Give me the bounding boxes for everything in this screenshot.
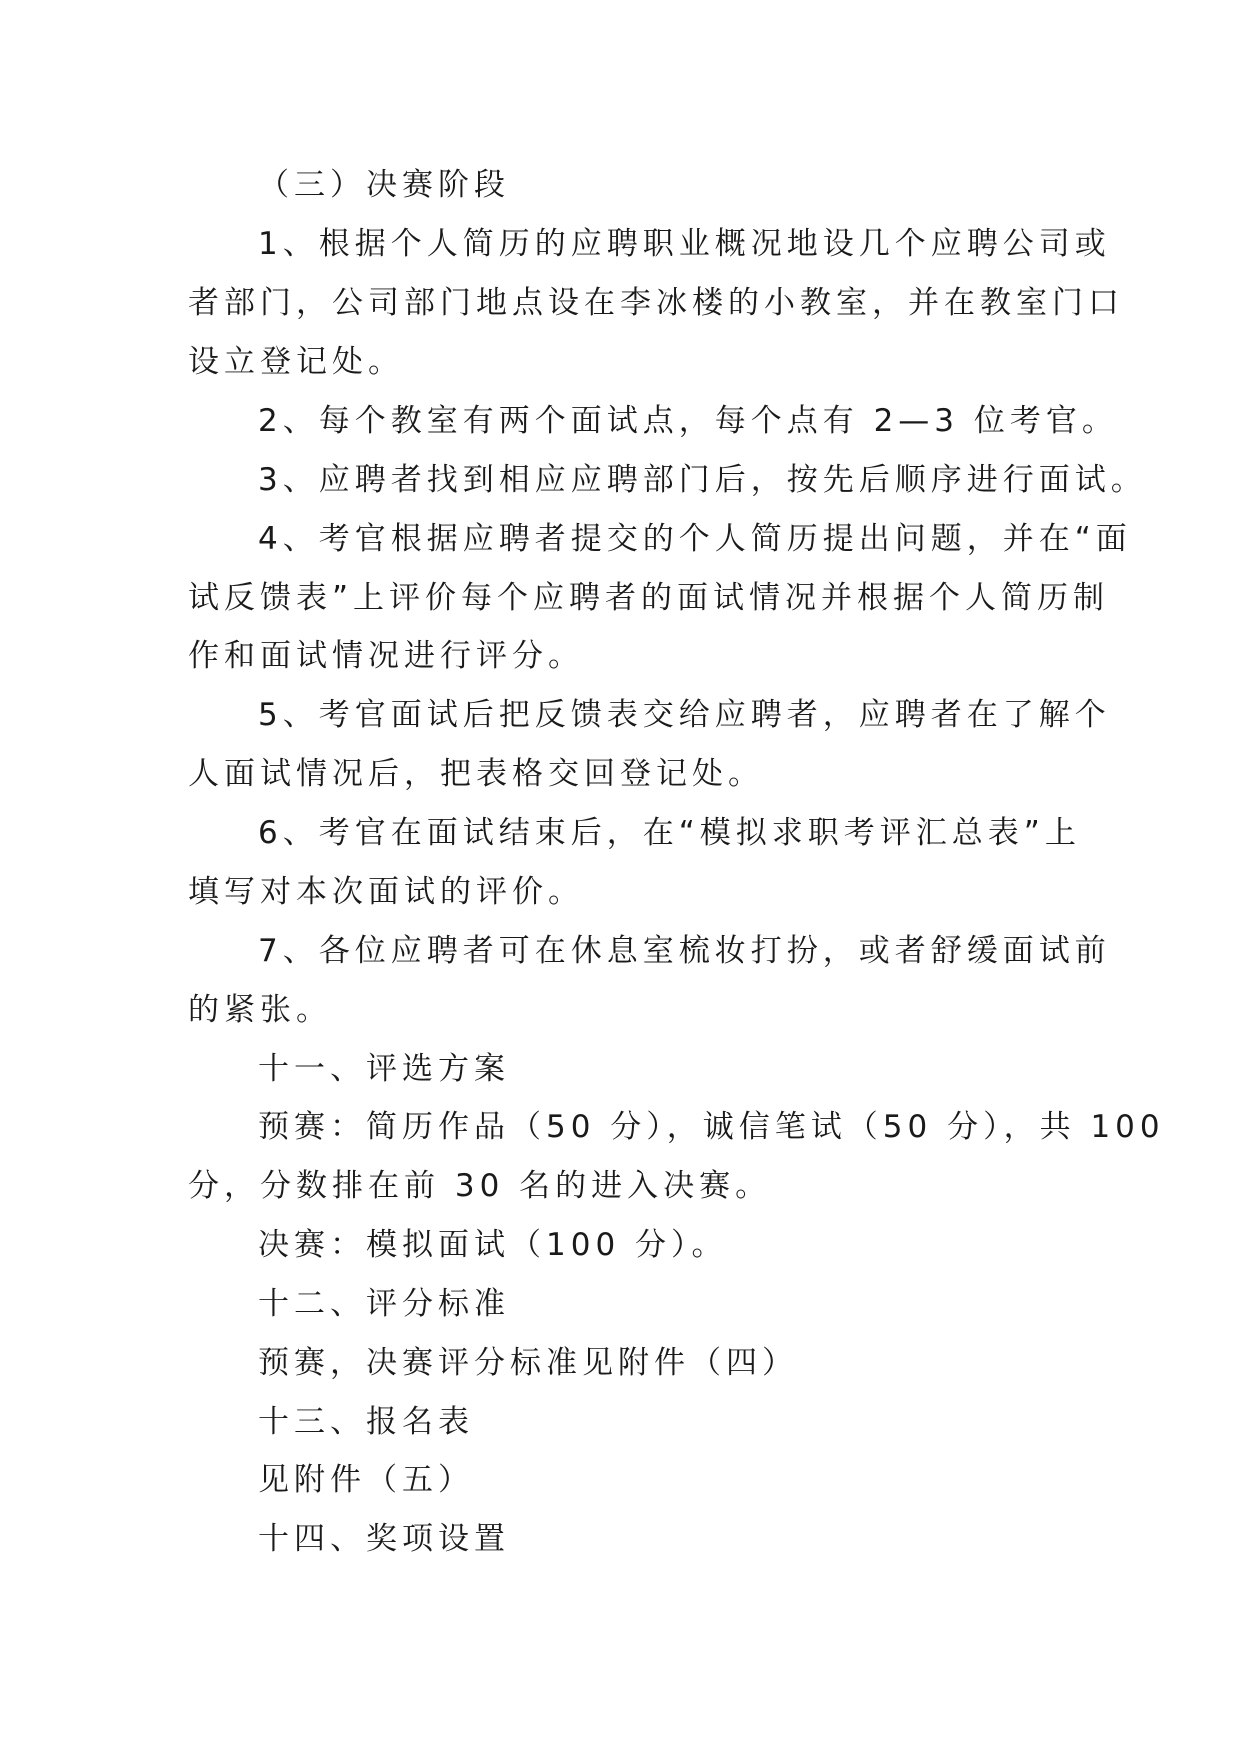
- section-heading-scoring-criteria: 十二、评分标准: [258, 1286, 510, 1322]
- paragraph-line: 6、考官在面试结束后，在“模拟求职考评汇总表”上: [258, 815, 1081, 851]
- section-heading-registration-form: 十三、报名表: [258, 1404, 474, 1440]
- paragraph-line: 作和面试情况进行评分。: [188, 638, 584, 674]
- paragraph-line: 5、考官面试后把反馈表交给应聘者，应聘者在了解个: [258, 697, 1111, 733]
- paragraph-line: 见附件（五）: [258, 1462, 474, 1498]
- section-heading-evaluation-plan: 十一、评选方案: [258, 1051, 510, 1087]
- paragraph-line: 预赛：简历作品（50 分），诚信笔试（50 分），共 100: [258, 1109, 1165, 1145]
- paragraph-line: 分，分数排在前 30 名的进入决赛。: [188, 1168, 772, 1204]
- section-heading-final-stage: （三）决赛阶段: [258, 167, 510, 203]
- paragraph-line: 人面试情况后，把表格交回登记处。: [188, 756, 764, 792]
- paragraph-line: 3、应聘者找到相应应聘部门后，按先后顺序进行面试。: [258, 462, 1147, 498]
- paragraph-line: 填写对本次面试的评价。: [188, 874, 584, 910]
- paragraph-line: 4、考官根据应聘者提交的个人简历提出问题，并在“面: [258, 521, 1132, 557]
- paragraph-line: 决赛：模拟面试（100 分）。: [258, 1227, 728, 1263]
- paragraph-line: 2、每个教室有两个面试点，每个点有 2—3 位考官。: [258, 403, 1118, 439]
- paragraph-line: 预赛，决赛评分标准见附件（四）: [258, 1345, 798, 1381]
- paragraph-line: 者部门，公司部门地点设在李冰楼的小教室，并在教室门口: [188, 285, 1124, 321]
- section-heading-awards: 十四、奖项设置: [258, 1521, 510, 1557]
- paragraph-line: 1、根据个人简历的应聘职业概况地设几个应聘公司或: [258, 226, 1111, 262]
- paragraph-line: 试反馈表”上评价每个应聘者的面试情况并根据个人简历制: [188, 580, 1110, 616]
- paragraph-line: 设立登记处。: [188, 344, 404, 380]
- paragraph-line: 7、各位应聘者可在休息室梳妆打扮，或者舒缓面试前: [258, 933, 1111, 969]
- paragraph-line: 的紧张。: [188, 992, 332, 1028]
